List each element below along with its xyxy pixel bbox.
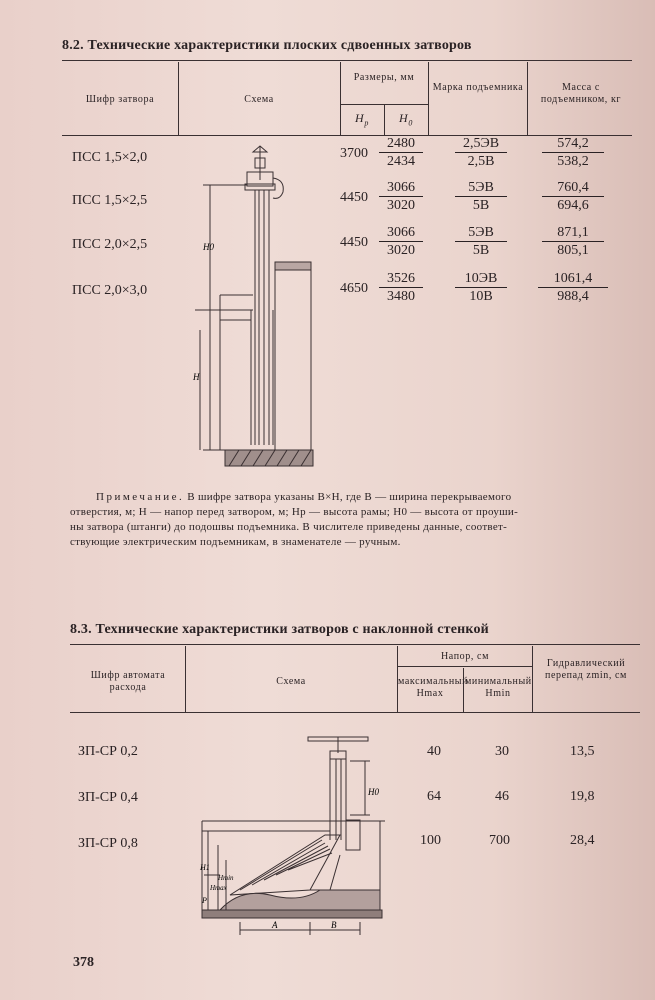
row-hoist: 5ЭВ 5В [455, 224, 507, 259]
row-mass: $\frac{760,4}{694,6}$ [542, 179, 604, 214]
inclined-gate-scheme [190, 725, 395, 940]
row-hoist: 2,5ЭВ 2,5В [455, 135, 507, 170]
table1-divider [384, 105, 385, 135]
row-mass: $\frac{871,1}{805,1}$ [542, 224, 604, 259]
row-cipher: ПСС 1,5×2,5 [72, 193, 148, 208]
scheme-a-label: A [272, 920, 278, 930]
header-hp: $H_р$ [355, 111, 369, 128]
scheme-h0-label: H0 [368, 787, 379, 797]
row-mass: $\frac{1061,4}{988,4}$ [538, 270, 608, 305]
header-hmin: минимальный Hmin [465, 676, 532, 699]
note-line: отверстия, м; H — напор перед затвором, м; Hр — высота рамы; H0 — высота от проуши- [70, 506, 519, 518]
note [70, 490, 630, 550]
table1-divider [527, 62, 528, 135]
table1-divider [340, 62, 341, 135]
row-h0: $\frac{3066}{3020}$ [379, 224, 423, 259]
header-mass: Масса с подъемником, кг [540, 82, 622, 105]
row-drop: 13,5 [570, 744, 595, 759]
row-hp: 4450 [340, 235, 368, 250]
header-h0: $H_0$ [399, 111, 413, 128]
scheme-h0-label: H0 [203, 242, 214, 252]
header-scheme-2: Схема [276, 676, 306, 687]
row-hmax: 100 [420, 833, 441, 848]
row-hp: 4450 [340, 190, 368, 205]
flat-gate-scheme [185, 140, 335, 480]
table2-divider [532, 646, 533, 712]
note-lead: Примечание. [96, 491, 185, 503]
row-h0: $\frac{2480}{2434}$ [379, 135, 423, 170]
note-line [70, 490, 630, 505]
table2-head-rule [397, 666, 532, 667]
row-cipher: ЗП-СР 0,2 [78, 744, 138, 759]
row-cipher: ПСС 1,5×2,0 [72, 150, 148, 165]
table2-divider [463, 668, 464, 712]
scheme-hmax-label: Hmax [210, 884, 227, 892]
row-hp: 4650 [340, 281, 368, 296]
row-cipher: ПСС 2,0×3,0 [72, 283, 148, 298]
table2-header-rule [70, 712, 640, 713]
header-cipher: Шифр затвора [85, 94, 155, 105]
header-cipher-2: Шифр автомата расхода [90, 670, 166, 693]
row-h0: $\frac{3066}{3020}$ [379, 179, 423, 214]
scheme-h-label: H [193, 372, 200, 382]
scheme-h1-label: H1 [200, 863, 210, 872]
scheme-b-label: B [331, 920, 337, 930]
row-cipher: ПСС 2,0×2,5 [72, 237, 148, 252]
note-line: ны затвора (штанги) до подошвы подъемника. В числителе приведены данные, соответ- [70, 521, 508, 533]
scheme-hmin-label: Hmin [218, 874, 234, 882]
note-line: ствующие электрическим подъемникам, в знаменателе — ручным. [70, 536, 401, 548]
row-h0: $\frac{3526}{3480}$ [379, 270, 423, 305]
table1-divider [178, 62, 179, 135]
row-cipher: ЗП-СР 0,8 [78, 836, 138, 851]
row-drop: 19,8 [570, 789, 595, 804]
header-hmax: максимальный Hmax [398, 676, 469, 699]
note-text: В шифре затвора указаны B×H, где B — ширина перекрываемого [187, 491, 512, 503]
row-hmin: 30 [495, 744, 509, 759]
row-hmin: 46 [495, 789, 509, 804]
section-8-3-title: 8.3. Технические характеристики затворов с наклонной стенкой [70, 622, 489, 637]
page-number: 378 [73, 955, 94, 970]
header-sizes: Размеры, мм [353, 72, 415, 83]
row-hoist: 5ЭВ 5В [455, 179, 507, 214]
section-8-2-title: 8.2. Технические характеристики плоских сдвоенных затворов [62, 38, 472, 53]
row-drop: 28,4 [570, 833, 595, 848]
header-drop: Гидравлический перепад zmin, см [545, 658, 627, 681]
table1-top-rule [62, 60, 632, 61]
row-hmin: 700 [489, 833, 510, 848]
scheme-p-label: P [202, 896, 207, 905]
row-hp: 3700 [340, 146, 368, 161]
row-hoist: 10ЭВ 10В [455, 270, 507, 305]
table2-divider [185, 646, 186, 712]
table1-divider [428, 62, 429, 135]
header-hoist: Марка подъемника [432, 82, 524, 93]
header-scheme: Схема [244, 94, 274, 105]
row-hmax: 64 [427, 789, 441, 804]
header-head: Напор, см [440, 651, 490, 662]
row-cipher: ЗП-СР 0,4 [78, 790, 138, 805]
row-hmax: 40 [427, 744, 441, 759]
table2-top-rule [70, 644, 640, 645]
row-mass: $\frac{574,2}{538,2}$ [542, 135, 604, 170]
